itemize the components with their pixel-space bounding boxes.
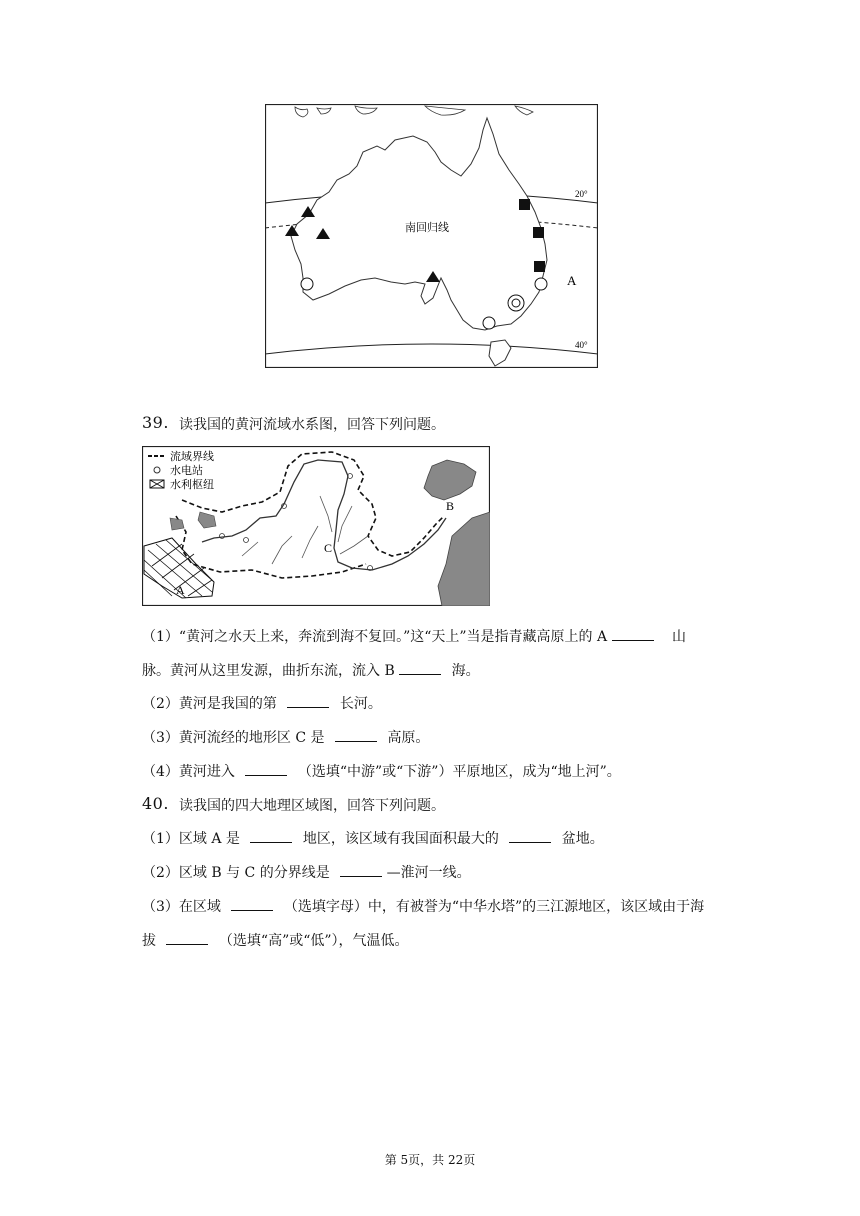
answer-blank[interactable]: [231, 897, 273, 911]
circle-icon: [483, 317, 495, 329]
q40-sub3-line1: （3）在区域 （选填字母）中，有被誉为“中华水塔”的三江源地区，该区域由于海: [142, 899, 705, 915]
q40-sub1: （1）区域 A 是 地区，该区域有我国面积最大的 盆地。: [142, 831, 604, 847]
q40-sub3-line2: 拔 （选填“高”或“低”），气温低。: [142, 933, 409, 949]
australia-map: [265, 104, 598, 368]
answer-blank[interactable]: [245, 762, 287, 776]
yellow-river-map: [142, 446, 490, 606]
answer-blank[interactable]: [399, 661, 441, 675]
answer-blank[interactable]: [166, 931, 208, 945]
legend-water-hub: 水利枢纽: [170, 478, 214, 491]
legend-hydropower: 水电站: [170, 464, 203, 477]
label-a: A: [567, 273, 577, 288]
question-prompt: 读我国的四大地理区域图，回答下列问题。: [179, 798, 445, 814]
circle-icon: [535, 278, 547, 290]
q39-sub1-line2: 脉。黄河从这里发源，曲折东流，流入 B 海。: [142, 663, 480, 679]
answer-blank[interactable]: [612, 627, 654, 641]
legend-boundary: 流域界线: [170, 450, 214, 463]
question-number: 40.: [142, 794, 169, 813]
page-footer: 第 5页，共 22页: [384, 1153, 476, 1167]
map-label-a: A: [176, 583, 185, 597]
square-icon: [519, 199, 530, 210]
answer-blank[interactable]: [250, 829, 292, 843]
answer-blank[interactable]: [509, 829, 551, 843]
map-label-b: B: [446, 499, 455, 513]
question-prompt: 读我国的黄河流域水系图，回答下列问题。: [179, 417, 445, 433]
square-icon: [534, 261, 545, 272]
answer-blank[interactable]: [287, 694, 329, 708]
q39-sub3: （3）黄河流经的地形区 C 是 高原。: [142, 730, 430, 746]
map-label-c: C: [324, 541, 333, 555]
square-icon: [533, 227, 544, 238]
question-number: 39.: [142, 413, 169, 432]
q40-sub2: （2）区域 B 与 C 的分界线是 —淮河一线。: [142, 865, 471, 881]
answer-blank[interactable]: [340, 863, 382, 877]
q39-sub1-line1: （1）“黄河之水天上来，奔流到海不复回。”这“天上”当是指青藏高原上的 A 山: [142, 629, 687, 645]
q39-sub2: （2）黄河是我国的第 长河。: [142, 696, 382, 712]
lat-40-label: 40°: [575, 340, 588, 350]
q39-sub4: （4）黄河进入 （选填“中游”或“下游”）平原地区，成为“地上河”。: [142, 764, 621, 780]
lat-20-label: 20°: [575, 189, 588, 199]
tropic-label: 南回归线: [405, 221, 449, 234]
answer-blank[interactable]: [335, 728, 377, 742]
circle-icon: [301, 278, 313, 290]
